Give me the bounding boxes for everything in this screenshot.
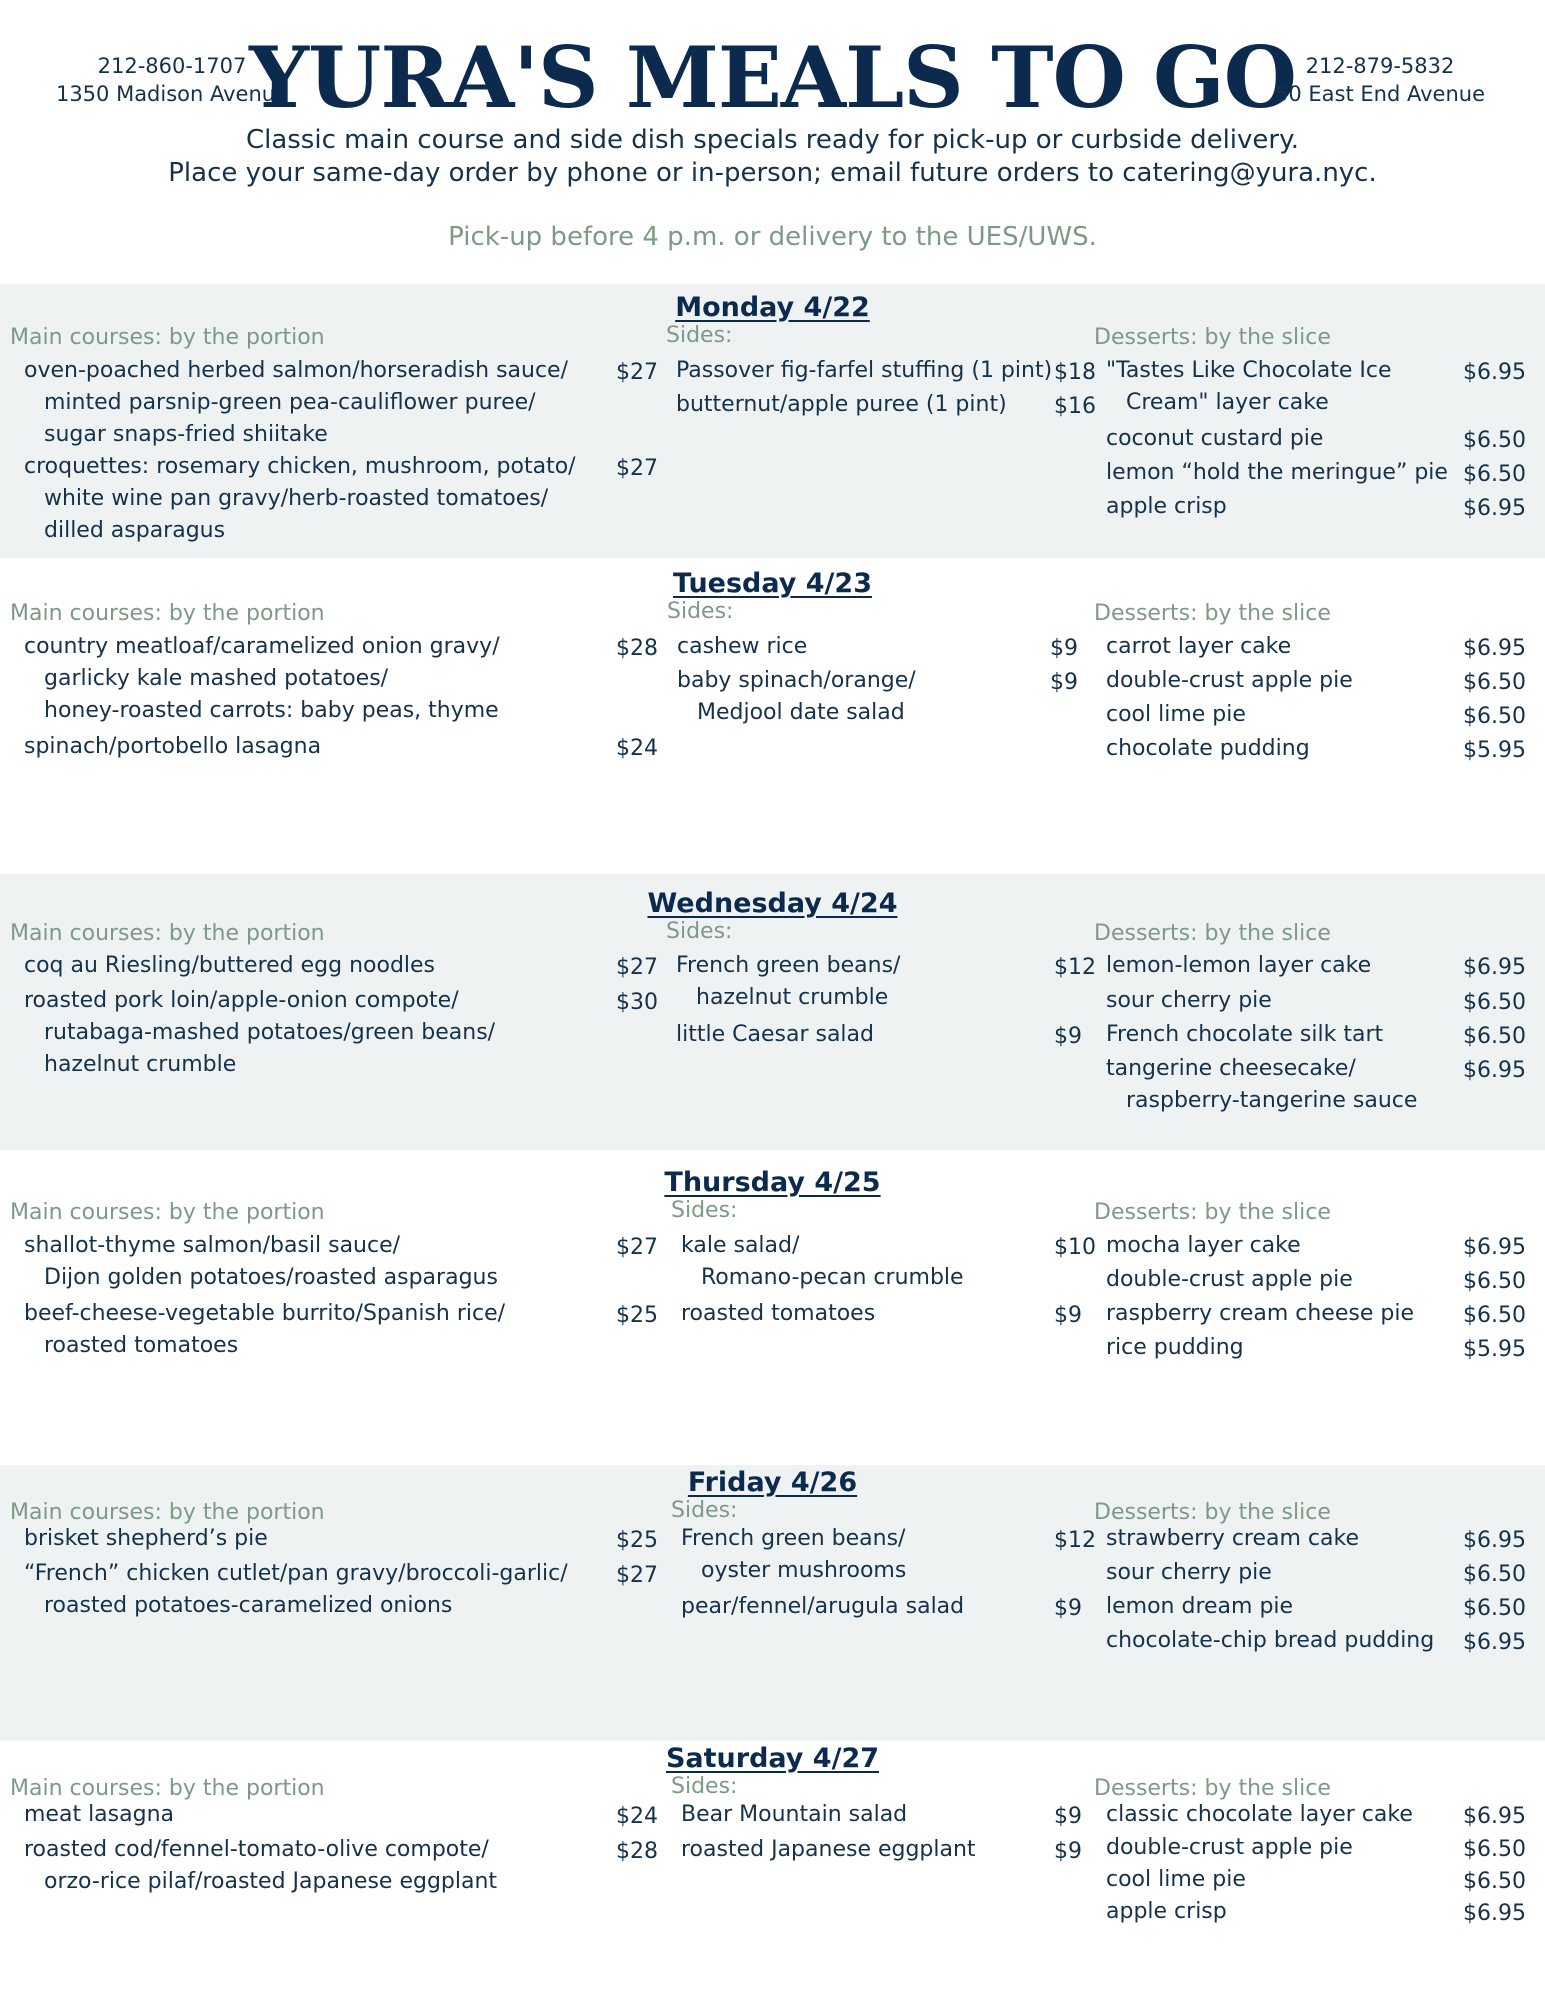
side-item (681, 1523, 1051, 1587)
dessert-item-line: mocha layer cake (1106, 1233, 1301, 1258)
dessert-item-line: sour cherry pie (1106, 1560, 1272, 1585)
day-title: Friday 4/26 (687, 1467, 858, 1498)
main-item (24, 1298, 614, 1362)
side-item-line: baby spinach/orange/ (677, 668, 916, 693)
dessert-item (1106, 1896, 1446, 1928)
main-price: $24 (616, 1804, 658, 1829)
dessert-price: $6.95 (1463, 1804, 1526, 1829)
main-item-line: minted parsnip-green pea-cauliflower puree/ (44, 390, 536, 415)
side-item-line: Romano-pecan crumble (701, 1265, 964, 1290)
dessert-price: $6.95 (1463, 1058, 1526, 1083)
side-item-line: hazelnut crumble (696, 985, 889, 1010)
dessert-price: $6.50 (1463, 990, 1526, 1015)
dessert-item-line: "Tastes Like Chocolate Ice (1106, 358, 1392, 383)
east-end-address: 50 East End Avenue (1275, 82, 1485, 106)
side-item-line: Passover fig-farfel stuffing (1 pint) (676, 358, 1053, 383)
dessert-item-line: chocolate-chip bread pudding (1106, 1628, 1435, 1653)
main-item (24, 950, 614, 982)
mains-label: Main courses: by the portion (10, 325, 325, 350)
dessert-item-line: cool lime pie (1106, 1867, 1246, 1892)
side-item (677, 665, 1047, 729)
dessert-item (1106, 457, 1446, 489)
side-item-line: Bear Mountain salad (681, 1802, 908, 1827)
pickup-note: Pick-up before 4 p.m. or delivery to the UES/UWS. (448, 222, 1097, 252)
main-price: $24 (616, 736, 658, 761)
dessert-price: $5.95 (1463, 1337, 1526, 1362)
main-price: $27 (616, 955, 658, 980)
dessert-price: $6.50 (1463, 1024, 1526, 1049)
restaurant-title: YURA'S MEALS TO GO (249, 28, 1296, 127)
main-price: $27 (616, 456, 658, 481)
dessert-item-line: French chocolate silk tart (1106, 1022, 1384, 1047)
dessert-item-line: double-crust apple pie (1106, 1267, 1353, 1292)
day-section (0, 1741, 1545, 2000)
side-price: $9 (1054, 1024, 1082, 1049)
main-item-line: roasted pork loin/apple-onion compote/ (24, 988, 459, 1013)
dessert-item-line: apple crisp (1106, 494, 1227, 519)
dessert-item-line: raspberry-tangerine sauce (1126, 1088, 1418, 1113)
main-item-line: country meatloaf/caramelized onion gravy/ (24, 634, 500, 659)
day-section (0, 874, 1545, 1150)
side-price: $9 (1050, 670, 1078, 695)
sides-label: Sides: (671, 1498, 738, 1523)
dessert-item-line: coconut custard pie (1106, 426, 1324, 451)
dessert-price: $6.95 (1463, 360, 1526, 385)
main-item-line: brisket shepherd’s pie (24, 1526, 268, 1551)
side-item-line: pear/fennel/arugula salad (681, 1594, 965, 1619)
dessert-item-line: cool lime pie (1106, 702, 1246, 727)
main-item (24, 1558, 614, 1622)
main-price: $30 (616, 990, 658, 1015)
dessert-item (1106, 733, 1446, 765)
dessert-item (1106, 1298, 1446, 1330)
dessert-item (1106, 1264, 1446, 1296)
dessert-item-line: lemon-lemon layer cake (1106, 953, 1372, 978)
dessert-item (1106, 355, 1446, 419)
dessert-item (1106, 1523, 1446, 1555)
day-title: Tuesday 4/23 (673, 568, 872, 599)
main-item-line: rutabaga-mashed potatoes/green beans/ (44, 1020, 496, 1045)
main-price: $28 (616, 1839, 658, 1864)
side-item-line: Medjool date salad (697, 700, 905, 725)
dessert-price: $6.95 (1463, 496, 1526, 521)
side-item-line: French green beans/ (676, 953, 901, 978)
dessert-price: $6.95 (1463, 636, 1526, 661)
side-item (676, 389, 1046, 421)
dessert-price: $6.50 (1463, 1562, 1526, 1587)
dessert-price: $6.95 (1463, 1901, 1526, 1926)
dessert-item (1106, 1557, 1446, 1589)
main-item (24, 451, 614, 547)
east-end-location (1250, 52, 1510, 108)
side-item-line: kale salad/ (681, 1233, 800, 1258)
dessert-item-line: raspberry cream cheese pie (1106, 1301, 1414, 1326)
main-item-line: sugar snaps-fried shiitake (44, 422, 328, 447)
dessert-item-line: lemon dream pie (1106, 1594, 1294, 1619)
dessert-item-line: tangerine cheesecake/ (1106, 1056, 1356, 1081)
dessert-item-line: classic chocolate layer cake (1106, 1802, 1413, 1827)
main-item-line: roasted cod/fennel-tomato-olive compote/ (24, 1837, 489, 1862)
dessert-item (1106, 950, 1446, 982)
desserts-label: Desserts: by the slice (1094, 1200, 1331, 1225)
main-item-line: white wine pan gravy/herb-roasted tomatoes/ (44, 486, 549, 511)
main-price: $27 (616, 1563, 658, 1588)
madison-phone: 212-860-1707 (97, 54, 247, 78)
dessert-item-line: Cream" layer cake (1126, 390, 1329, 415)
side-item (681, 1230, 1051, 1294)
dessert-item-line: double-crust apple pie (1106, 1835, 1353, 1860)
side-price: $12 (1054, 1528, 1096, 1553)
dessert-price: $6.50 (1463, 1837, 1526, 1862)
day-section (0, 560, 1545, 876)
side-item-line: French green beans/ (681, 1526, 906, 1551)
main-item-line: honey-roasted carrots: baby peas, thyme (44, 698, 499, 723)
main-price: $25 (616, 1303, 658, 1328)
main-item-line: dilled asparagus (44, 518, 226, 543)
mains-label: Main courses: by the portion (10, 601, 325, 626)
main-item-line: Dijon golden potatoes/roasted asparagus (44, 1265, 498, 1290)
sides-label: Sides: (667, 599, 734, 624)
dessert-item (1106, 1864, 1446, 1896)
side-price: $10 (1054, 1235, 1096, 1260)
side-item-line: oyster mushrooms (701, 1558, 907, 1583)
side-item (676, 1019, 1046, 1051)
dessert-item-line: lemon “hold the meringue” pie (1106, 460, 1448, 485)
tagline-line-1: Classic main course and side dish specials ready for pick-up or curbside delivery. (245, 125, 1300, 155)
dessert-item (1106, 665, 1446, 697)
dessert-item-line: double-crust apple pie (1106, 668, 1353, 693)
dessert-item (1106, 1332, 1446, 1364)
day-title: Monday 4/22 (675, 292, 870, 323)
menu-header (0, 0, 1545, 280)
dessert-price: $6.50 (1463, 1269, 1526, 1294)
desserts-label: Desserts: by the slice (1094, 921, 1331, 946)
side-price: $16 (1054, 394, 1096, 419)
sides-label: Sides: (671, 1198, 738, 1223)
main-item-line: “French” chicken cutlet/pan gravy/broccoli-garlic/ (24, 1561, 568, 1586)
dessert-price: $5.95 (1463, 738, 1526, 763)
side-price: $18 (1054, 360, 1096, 385)
main-item (24, 355, 614, 451)
side-item-line: roasted tomatoes (681, 1301, 876, 1326)
day-title: Saturday 4/27 (665, 1743, 880, 1774)
side-item (676, 355, 1053, 387)
main-item-line: spinach/portobello lasagna (24, 734, 322, 759)
main-item (24, 1523, 614, 1555)
dessert-price: $6.50 (1463, 1869, 1526, 1894)
day-section (0, 1465, 1545, 1741)
dessert-item (1106, 1799, 1446, 1831)
dessert-price: $6.50 (1463, 670, 1526, 695)
day-title: Wednesday 4/24 (647, 888, 898, 919)
mains-label: Main courses: by the portion (10, 1500, 325, 1525)
side-item-line: butternut/apple puree (1 pint) (676, 392, 1007, 417)
side-item (681, 1799, 1051, 1831)
main-item-line: shallot-thyme salmon/basil sauce/ (24, 1233, 401, 1258)
side-item (681, 1298, 1051, 1330)
desserts-label: Desserts: by the slice (1094, 1500, 1331, 1525)
side-item (676, 950, 1046, 1014)
dessert-price: $6.95 (1463, 955, 1526, 980)
mains-label: Main courses: by the portion (10, 1776, 325, 1801)
main-price: $28 (616, 636, 658, 661)
main-item-line: roasted potatoes-caramelized onions (44, 1593, 453, 1618)
dessert-item (1106, 1832, 1446, 1864)
dessert-item (1106, 1019, 1446, 1051)
desserts-label: Desserts: by the slice (1094, 1776, 1331, 1801)
side-price: $9 (1054, 1804, 1082, 1829)
dessert-item-line: strawberry cream cake (1106, 1526, 1359, 1551)
dessert-price: $6.95 (1463, 1235, 1526, 1260)
sides-label: Sides: (671, 1774, 738, 1799)
dessert-item (1106, 985, 1446, 1017)
mains-label: Main courses: by the portion (10, 1200, 325, 1225)
dessert-item (1106, 699, 1446, 731)
madison-address: 1350 Madison Avenue (55, 82, 289, 106)
dessert-price: $6.50 (1463, 704, 1526, 729)
main-item-line: hazelnut crumble (44, 1052, 237, 1077)
dessert-price: $6.50 (1463, 1303, 1526, 1328)
desserts-label: Desserts: by the slice (1094, 601, 1331, 626)
sides-label: Sides: (666, 323, 733, 348)
dessert-item-line: chocolate pudding (1106, 736, 1310, 761)
main-item-line: oven-poached herbed salmon/horseradish sauce/ (24, 358, 568, 383)
dessert-item (1106, 423, 1446, 455)
dessert-item (1106, 1625, 1446, 1657)
main-item (24, 631, 614, 727)
east-end-phone: 212-879-5832 (1305, 54, 1455, 78)
desserts-label: Desserts: by the slice (1094, 325, 1331, 350)
day-section (0, 1150, 1545, 1466)
dessert-item-line: rice pudding (1106, 1335, 1244, 1360)
side-item (677, 631, 1047, 663)
main-item (24, 1799, 614, 1831)
side-item-line: little Caesar salad (676, 1022, 874, 1047)
main-item-line: croquettes: rosemary chicken, mushroom, potato/ (24, 454, 576, 479)
dessert-price: $6.50 (1463, 462, 1526, 487)
dessert-item (1106, 631, 1446, 663)
dessert-item (1106, 1230, 1446, 1262)
main-price: $27 (616, 360, 658, 385)
side-price: $9 (1054, 1596, 1082, 1621)
dessert-item (1106, 491, 1446, 523)
day-section (0, 284, 1545, 558)
side-price: $9 (1050, 636, 1078, 661)
main-item (24, 985, 614, 1081)
side-item-line: cashew rice (677, 634, 808, 659)
side-item (681, 1834, 1051, 1866)
main-price: $27 (616, 1235, 658, 1260)
main-item-line: coq au Riesling/buttered egg noodles (24, 953, 436, 978)
main-item (24, 1230, 614, 1294)
main-item (24, 731, 614, 763)
dessert-price: $6.50 (1463, 428, 1526, 453)
main-item-line: orzo-rice pilaf/roasted Japanese eggplant (44, 1869, 498, 1894)
day-title: Thursday 4/25 (664, 1167, 881, 1198)
dessert-price: $6.95 (1463, 1630, 1526, 1655)
side-item (681, 1591, 1051, 1623)
main-item-line: garlicky kale mashed potatoes/ (44, 666, 389, 691)
main-price: $25 (616, 1528, 658, 1553)
main-item (24, 1834, 614, 1898)
tagline (0, 124, 1545, 190)
dessert-item-line: carrot layer cake (1106, 634, 1292, 659)
dessert-price: $6.50 (1463, 1596, 1526, 1621)
tagline-line-2: Place your same-day order by phone or in-person; email future orders to catering@yura.nyc. (168, 158, 1377, 188)
main-item-line: roasted tomatoes (44, 1333, 239, 1358)
side-price: $9 (1054, 1839, 1082, 1864)
side-price: $12 (1054, 955, 1096, 980)
side-price: $9 (1054, 1303, 1082, 1328)
sides-label: Sides: (666, 919, 733, 944)
dessert-item-line: apple crisp (1106, 1899, 1227, 1924)
dessert-price: $6.95 (1463, 1528, 1526, 1553)
side-item-line: roasted Japanese eggplant (681, 1837, 976, 1862)
dessert-item (1106, 1053, 1446, 1117)
main-item-line: meat lasagna (24, 1802, 174, 1827)
main-item-line: beef-cheese-vegetable burrito/Spanish rice/ (24, 1301, 506, 1326)
dessert-item-line: sour cherry pie (1106, 988, 1272, 1013)
mains-label: Main courses: by the portion (10, 921, 325, 946)
dessert-item (1106, 1591, 1446, 1623)
